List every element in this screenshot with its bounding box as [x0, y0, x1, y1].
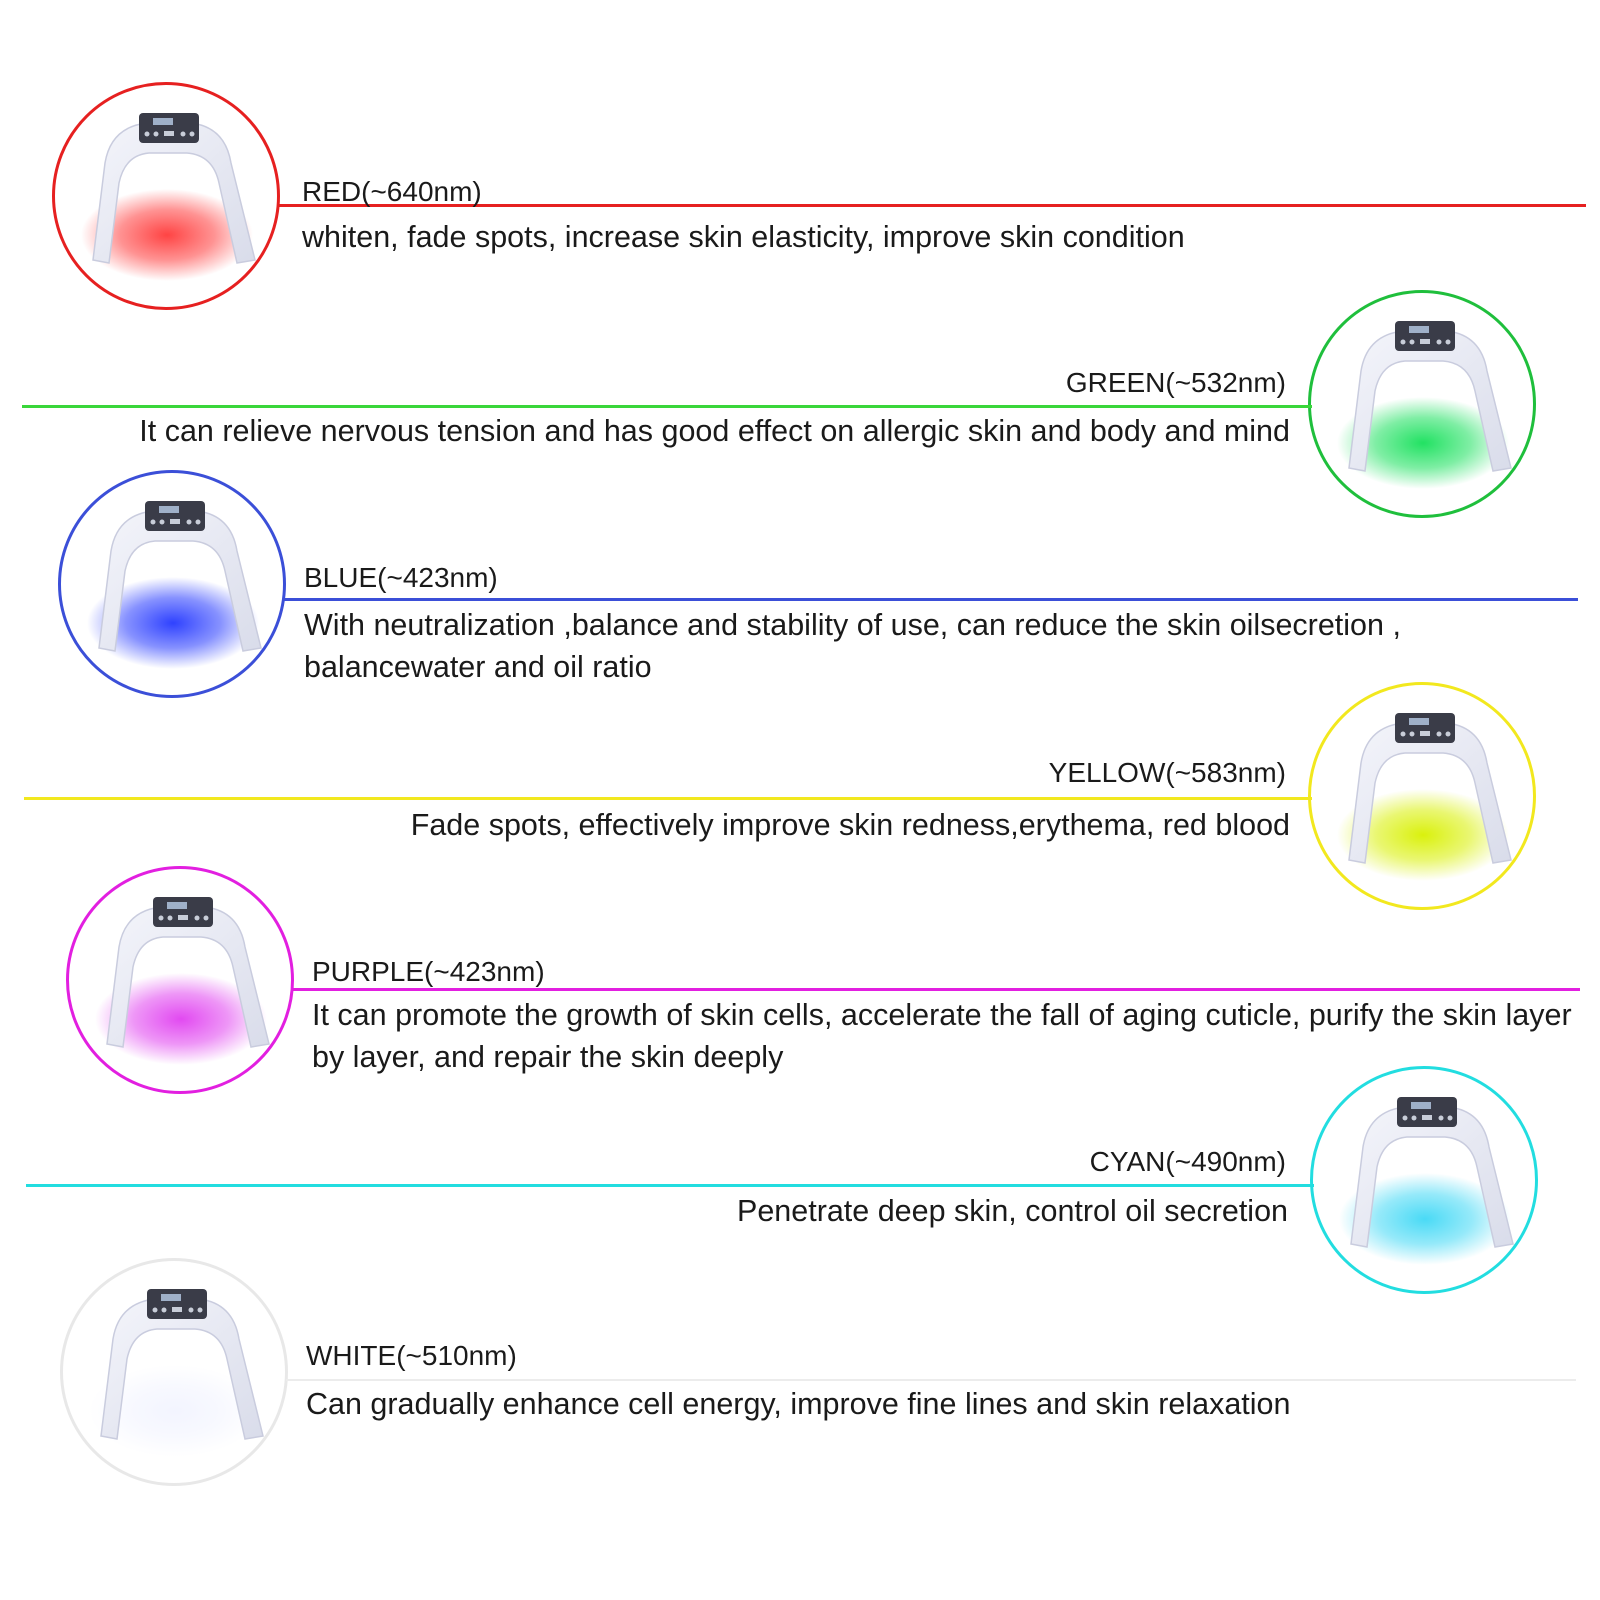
device-icon	[63, 1261, 285, 1483]
green-title: GREEN(~532nm)	[1065, 367, 1286, 398]
device-icon	[1313, 1069, 1535, 1291]
white-title: WHITE(~510nm)	[306, 1340, 517, 1371]
white-divider-line	[286, 1379, 1576, 1381]
cyan-title: CYAN(~490nm)	[1089, 1146, 1286, 1177]
purple-title: PURPLE(~423nm)	[312, 956, 545, 987]
yellow-light-device-image	[1308, 682, 1536, 910]
blue-title: BLUE(~423nm)	[304, 562, 498, 593]
yellow-divider-line	[24, 797, 1312, 800]
green-divider-line	[22, 405, 1312, 408]
device-icon	[1311, 293, 1533, 515]
device-icon	[61, 473, 283, 695]
blue-description: With neutralization ,balance and stability of use, can reduce the skin oilsecretion , balancewater and oil ratio	[304, 608, 1401, 684]
red-light-device-image	[52, 82, 280, 310]
yellow-description: Fade spots, effectively improve skin redness,erythema, red blood	[410, 808, 1290, 842]
cyan-description: Penetrate deep skin, control oil secretion	[736, 1194, 1288, 1228]
cyan-light-device-image	[1310, 1066, 1538, 1294]
red-title: RED(~640nm)	[302, 176, 482, 207]
green-description: It can relieve nervous tension and has good effect on allergic skin and body and mind	[139, 414, 1290, 448]
purple-description: It can promote the growth of skin cells, accelerate the fall of aging cuticle, purify the skin layer by layer, and repair the skin deeply	[312, 998, 1572, 1074]
yellow-title: YELLOW(~583nm)	[1048, 757, 1286, 788]
purple-divider-line	[292, 988, 1580, 991]
red-description: whiten, fade spots, increase skin elasticity, improve skin condition	[302, 220, 1185, 254]
white-description: Can gradually enhance cell energy, improve fine lines and skin relaxation	[306, 1387, 1291, 1421]
blue-light-device-image	[58, 470, 286, 698]
cyan-divider-line	[26, 1184, 1314, 1187]
purple-light-device-image	[66, 866, 294, 1094]
device-icon	[55, 85, 277, 307]
device-icon	[69, 869, 291, 1091]
blue-divider-line	[284, 598, 1578, 601]
device-icon	[1311, 685, 1533, 907]
green-light-device-image	[1308, 290, 1536, 518]
white-light-device-image	[60, 1258, 288, 1486]
